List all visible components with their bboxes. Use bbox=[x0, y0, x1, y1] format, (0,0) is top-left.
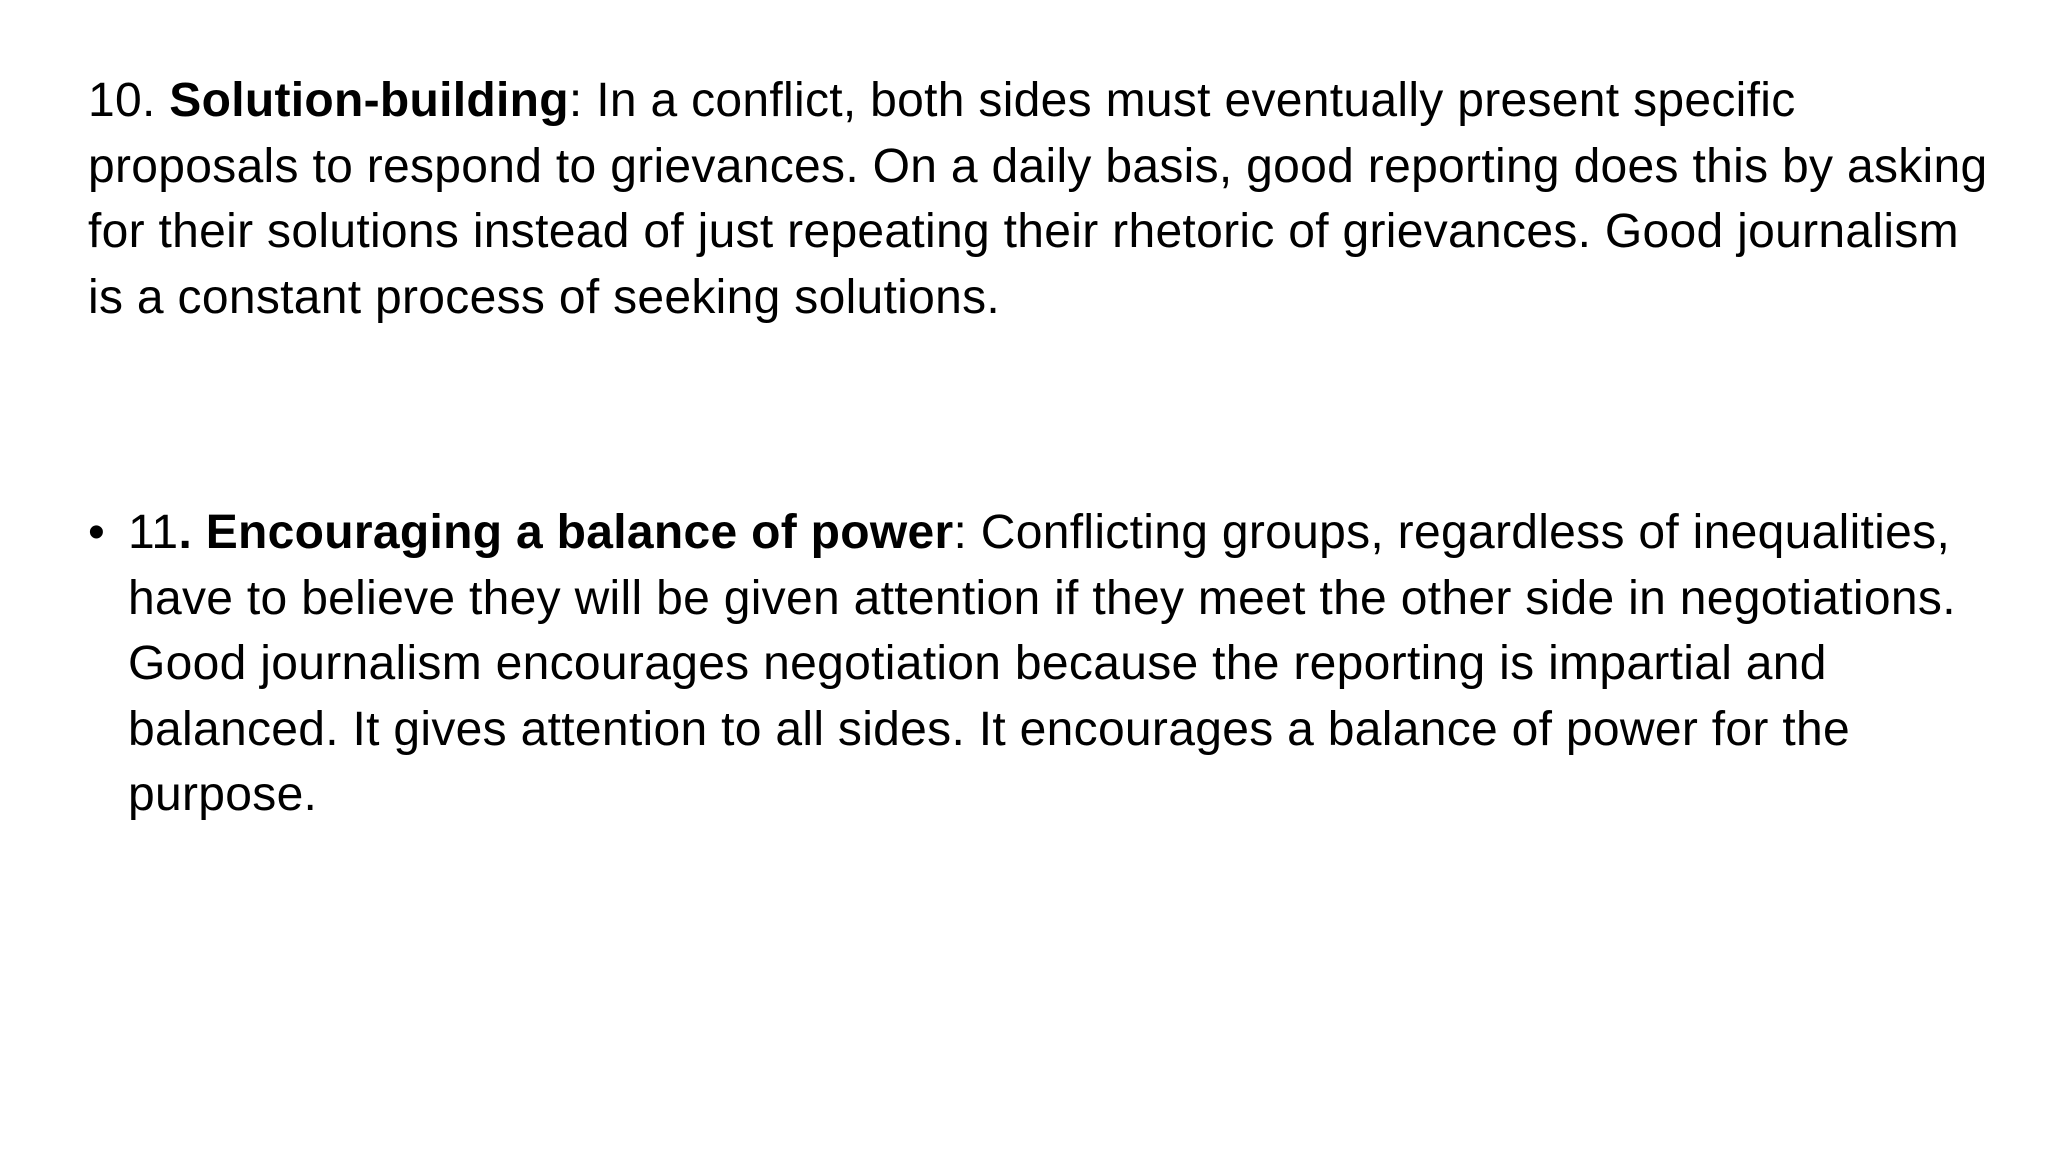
bullet-item-heading: . Encouraging a balance of power bbox=[178, 506, 954, 559]
paragraph-heading: Solution-building bbox=[169, 74, 569, 127]
bullet-item-number: 11 bbox=[128, 506, 179, 559]
bullet-item-balance-of-power bbox=[88, 500, 1988, 828]
bullet-item-body: : Conflicting groups, regardless of inequalities, have to believe they will be given attention if they meet the other side in negotiations. Good journalism encourages negotiation because the reporting is impartial and balanced. It gives attention to all sides. It encourages a balance of power for the purpose. bbox=[128, 506, 1956, 821]
bullet-item-text bbox=[128, 500, 1988, 828]
paragraph-number: 10. bbox=[88, 74, 170, 127]
paragraph-body: : In a conflict, both sides must eventually present specific proposals to respond to grievances. On a daily basis, good reporting does this by asking for their solutions instead of just repeating their rhetoric of grievances. Good journalism is a constant process of seeking solutions. bbox=[88, 74, 1988, 324]
bullet-icon: • bbox=[88, 506, 106, 559]
paragraph-solution-building bbox=[88, 68, 1988, 330]
